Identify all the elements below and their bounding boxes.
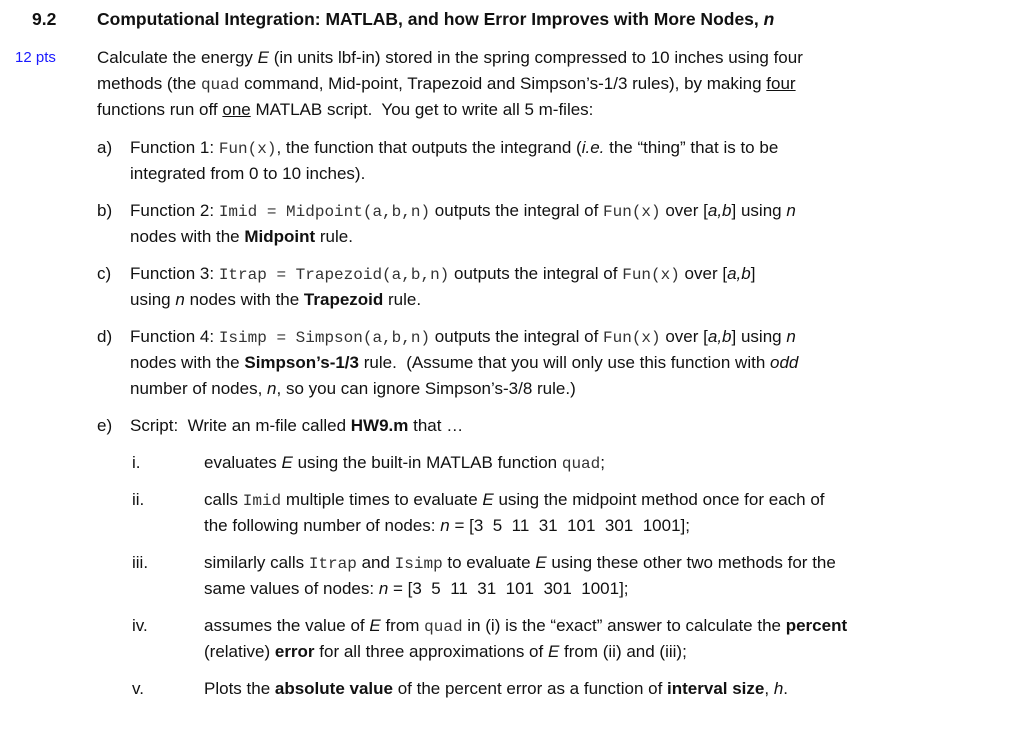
text-line (204, 550, 997, 576)
text-segment: similarly calls (204, 553, 309, 572)
text-segment: Function 3: (130, 264, 219, 283)
item-label: b) (97, 201, 113, 220)
text-segment: ; (600, 453, 605, 472)
task-item-b (97, 198, 997, 250)
text-segment: , (764, 679, 774, 698)
text-segment: E (547, 642, 560, 661)
text-segment: n (440, 516, 450, 535)
text-segment: Plots the (204, 679, 275, 698)
text-segment: using these other two methods for the (546, 553, 836, 572)
text-segment: = [3 5 11 31 101 301 1001]; (449, 516, 690, 535)
text-segment: that … (408, 416, 464, 435)
text-segment: (relative) (204, 642, 275, 661)
text-line (97, 97, 997, 123)
subitem (132, 613, 997, 665)
subitem-label: ii. (132, 490, 145, 509)
text-segment: a,b (707, 201, 732, 220)
text-segment: . (783, 679, 789, 698)
text-segment: , so you can ignore Simpson’s-3/8 rule.) (276, 379, 576, 398)
text-segment: Trapezoid (303, 290, 384, 309)
text-segment: integrated from 0 to 10 inches). (130, 164, 366, 183)
text-segment: calls (204, 490, 243, 509)
text-segment: multiple times to evaluate (281, 490, 483, 509)
subitem-label: i. (132, 453, 141, 472)
text-segment: E (281, 453, 293, 472)
text-segment: same values of nodes: (204, 579, 379, 598)
intro-paragraph (97, 45, 997, 123)
text-line (130, 135, 997, 161)
text-segment: rule. (383, 290, 422, 309)
text-line (130, 224, 997, 250)
problem-title (97, 6, 774, 32)
text-segment: functions run off (97, 100, 223, 119)
text-segment: Midpoint (244, 227, 316, 246)
code-text: Imid (242, 492, 282, 510)
text-segment: from (ii) and (iii); (559, 642, 687, 661)
text-segment: a,b (727, 264, 751, 283)
text-line (130, 324, 997, 350)
text-segment: E (535, 553, 547, 572)
text-segment: HW9.m (350, 416, 409, 435)
code-text: quad (200, 76, 240, 94)
text-segment: using the midpoint method once for each of (493, 490, 825, 509)
text-segment: = [3 5 11 31 101 301 1001]; (388, 579, 629, 598)
code-text: quad (424, 618, 463, 636)
text-line (97, 45, 997, 71)
code-text: Itrap (308, 555, 357, 573)
text-segment: assumes the value of (204, 616, 370, 635)
code-text: Fun(x) (218, 140, 277, 158)
text-segment: i.e. (581, 138, 605, 157)
text-segment: nodes with the (130, 353, 245, 372)
task-item-e (97, 413, 997, 439)
text-line (204, 639, 997, 665)
text-segment: rule. (315, 227, 353, 246)
text-segment: n (175, 290, 185, 309)
text-segment: percent (785, 616, 848, 635)
text-segment: a,b (707, 327, 732, 346)
text-segment: over [ (660, 327, 708, 346)
text-segment: methods (the (97, 74, 201, 93)
text-line (204, 513, 997, 539)
text-line (130, 376, 997, 402)
text-segment: Script: Write an m-file called (130, 416, 351, 435)
text-line (97, 71, 997, 97)
subitem-label: iii. (132, 553, 149, 572)
task-item-c (97, 261, 997, 313)
subitem (132, 550, 997, 602)
text-segment: Simpson’s-1/3 (244, 353, 359, 372)
text-segment: E (482, 490, 494, 509)
text-segment: absolute value (274, 679, 393, 698)
text-segment: the following number of nodes: (204, 516, 441, 535)
text-segment: command, Mid-point, Trapezoid and Simpson’s-1/3 rules), by making (239, 74, 767, 93)
subitem-label: v. (132, 679, 144, 698)
text-segment: four (766, 74, 796, 93)
text-segment: ] using (731, 327, 787, 346)
points-label: 12 pts (15, 49, 56, 66)
text-segment: for all three approximations of (314, 642, 548, 661)
text-segment: n (763, 9, 775, 29)
text-line (130, 198, 997, 224)
text-line (130, 287, 997, 313)
text-segment: odd (770, 353, 799, 372)
text-line (204, 487, 997, 513)
text-segment: to evaluate (442, 553, 536, 572)
subitem (132, 450, 997, 476)
text-segment: evaluates (204, 453, 282, 472)
text-segment: Calculate the energy (97, 48, 258, 67)
text-segment: nodes with the (130, 227, 245, 246)
task-list (97, 135, 997, 713)
text-segment: from (380, 616, 425, 635)
code-text: Fun(x) (603, 203, 661, 221)
code-text: Imid = Midpoint(a,b,n) (218, 203, 431, 221)
text-line (204, 676, 997, 702)
text-line (130, 350, 997, 376)
text-segment: using the built-in MATLAB function (292, 453, 562, 472)
text-line (204, 450, 997, 476)
problem-number: 9.2 (32, 9, 57, 29)
text-segment: ] (750, 264, 756, 283)
code-text: Itrap = Trapezoid(a,b,n) (218, 266, 450, 284)
text-segment: E (369, 616, 381, 635)
subitem (132, 487, 997, 539)
text-line (204, 613, 997, 639)
item-label: e) (97, 416, 113, 435)
text-segment: E (257, 48, 269, 67)
code-text: Fun(x) (603, 329, 661, 347)
text-segment: h (773, 679, 784, 698)
text-segment: number of nodes, (130, 379, 268, 398)
item-label: a) (97, 138, 113, 157)
text-segment: rule. (Assume that you will only use this function with (359, 353, 771, 372)
code-text: Isimp = Simpson(a,b,n) (218, 329, 431, 347)
task-item-a (97, 135, 997, 187)
text-segment: , the function that outputs the integrand ( (276, 138, 582, 157)
text-segment: MATLAB script. You get to write all 5 m-files: (250, 100, 594, 119)
text-segment: n (378, 579, 389, 598)
text-segment: n (786, 201, 796, 220)
text-segment: one (222, 100, 251, 119)
code-text: quad (561, 455, 601, 473)
text-line (130, 261, 997, 287)
text-segment: using (130, 290, 176, 309)
text-segment: nodes with the (184, 290, 304, 309)
text-segment: of the percent error as a function of (392, 679, 668, 698)
text-segment: Function 1: (130, 138, 219, 157)
subitem (132, 676, 997, 702)
text-line (204, 576, 997, 602)
text-line (130, 413, 997, 439)
text-segment: Function 4: (130, 327, 219, 346)
text-segment: (in units lbf-in) stored in the spring compressed to 10 inches using four (269, 48, 803, 67)
item-label: c) (97, 264, 112, 283)
text-segment: n (786, 327, 796, 346)
text-segment: ] using (731, 201, 787, 220)
problem-header (0, 6, 1024, 32)
text-segment: the “thing” that is to be (604, 138, 779, 157)
text-segment: error (274, 642, 315, 661)
code-text: Fun(x) (622, 266, 680, 284)
text-segment: interval size (667, 679, 765, 698)
text-line (130, 161, 997, 187)
text-segment: outputs the integral of (430, 327, 604, 346)
text-segment: in (i) is the “exact” answer to calculate the (462, 616, 786, 635)
text-segment: outputs the integral of (449, 264, 623, 283)
subitem-list (132, 450, 997, 702)
text-segment: outputs the integral of (430, 201, 604, 220)
code-text: Isimp (394, 555, 443, 573)
text-segment: over [ (679, 264, 728, 283)
task-item-d (97, 324, 997, 402)
text-segment: Computational Integration: MATLAB, and how Error Improves with More Nodes, (97, 9, 764, 29)
item-label: d) (97, 327, 113, 346)
text-segment: n (267, 379, 277, 398)
text-segment: over [ (660, 201, 708, 220)
text-segment: and (356, 553, 395, 572)
subitem-label: iv. (132, 616, 148, 635)
text-segment: Function 2: (130, 201, 219, 220)
